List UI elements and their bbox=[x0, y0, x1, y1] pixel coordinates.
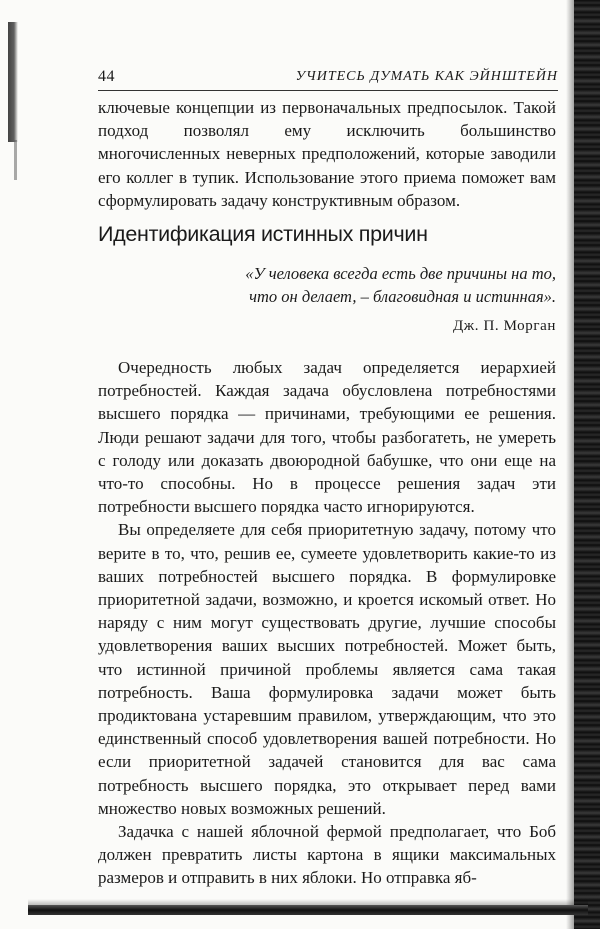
section-heading: Идентификация истинных причин bbox=[98, 222, 428, 246]
running-title: УЧИТЕСЬ ДУМАТЬ КАК ЭЙНШТЕЙН bbox=[295, 69, 558, 84]
page-number: 44 bbox=[98, 68, 115, 85]
epigraph-line-1: «У человека всегда есть две причины на то, bbox=[245, 264, 556, 283]
scan-shadow-left-mark bbox=[14, 140, 17, 180]
intro-text bbox=[98, 96, 556, 212]
scan-shadow-right-gradient bbox=[566, 0, 574, 929]
intro-paragraph: ключевые концепции из первоначальных предпосылок. Такой подход позволял ему исключить большинство многочисленных неверных предположений, которые заводили его коллег в тупик. Использование этого приема поможет вам сформулировать задачу конструктивным образом. bbox=[98, 98, 556, 210]
epigraph bbox=[180, 262, 556, 308]
scan-shadow-left bbox=[8, 22, 18, 142]
body-paragraph: Задачка с нашей яблочной фермой предполагает, что Боб должен превратить листы картона в ящики максимальных размеров и отправить в них яблоки. Но отправка яб- bbox=[98, 822, 556, 888]
epigraph-line-2: что он делает, – благовидная и истинная». bbox=[249, 287, 556, 306]
scan-shadow-bottom bbox=[28, 905, 588, 915]
scan-shadow-right bbox=[574, 0, 600, 929]
running-header bbox=[98, 66, 558, 91]
body-paragraph: Вы определяете для себя приоритетную задачу, потому что верите в то, что, решив ее, сумеете удовлетворить какие-то из ваших потребностей высшего порядка. В формулировке приоритетной задачи, возможно, и кроется искомый ответ. Но наряду с ним могут существовать другие, лучшие способы удовлетворения ваших высших потребностей. Может быть, что истинной причиной проблемы является сама такая потребность. Ваша формулировка задачи может быть продиктована устаревшим правилом, утверждающим, что это единственный способ удовлетворения вашей потребности. Но если приоритетной задачей становится для вас сама потребность высшего порядка, это открывает перед вами множество новых возможных решений. bbox=[98, 520, 556, 818]
body-paragraph: Очередность любых задач определяется иерархией потребностей. Каждая задача обусловлена потребностями высшего порядка — причинами, требующими ее решения. Люди решают задачи для того, чтобы разбогатеть, не умереть с голоду или доказать двоюродной бабушке, что они еще на что-то способны. Но в процессе решения задач эти потребности высшего порядка часто игнорируются. bbox=[98, 358, 556, 517]
epigraph-author: Дж. П. Морган bbox=[452, 318, 556, 334]
body-text bbox=[98, 356, 556, 890]
